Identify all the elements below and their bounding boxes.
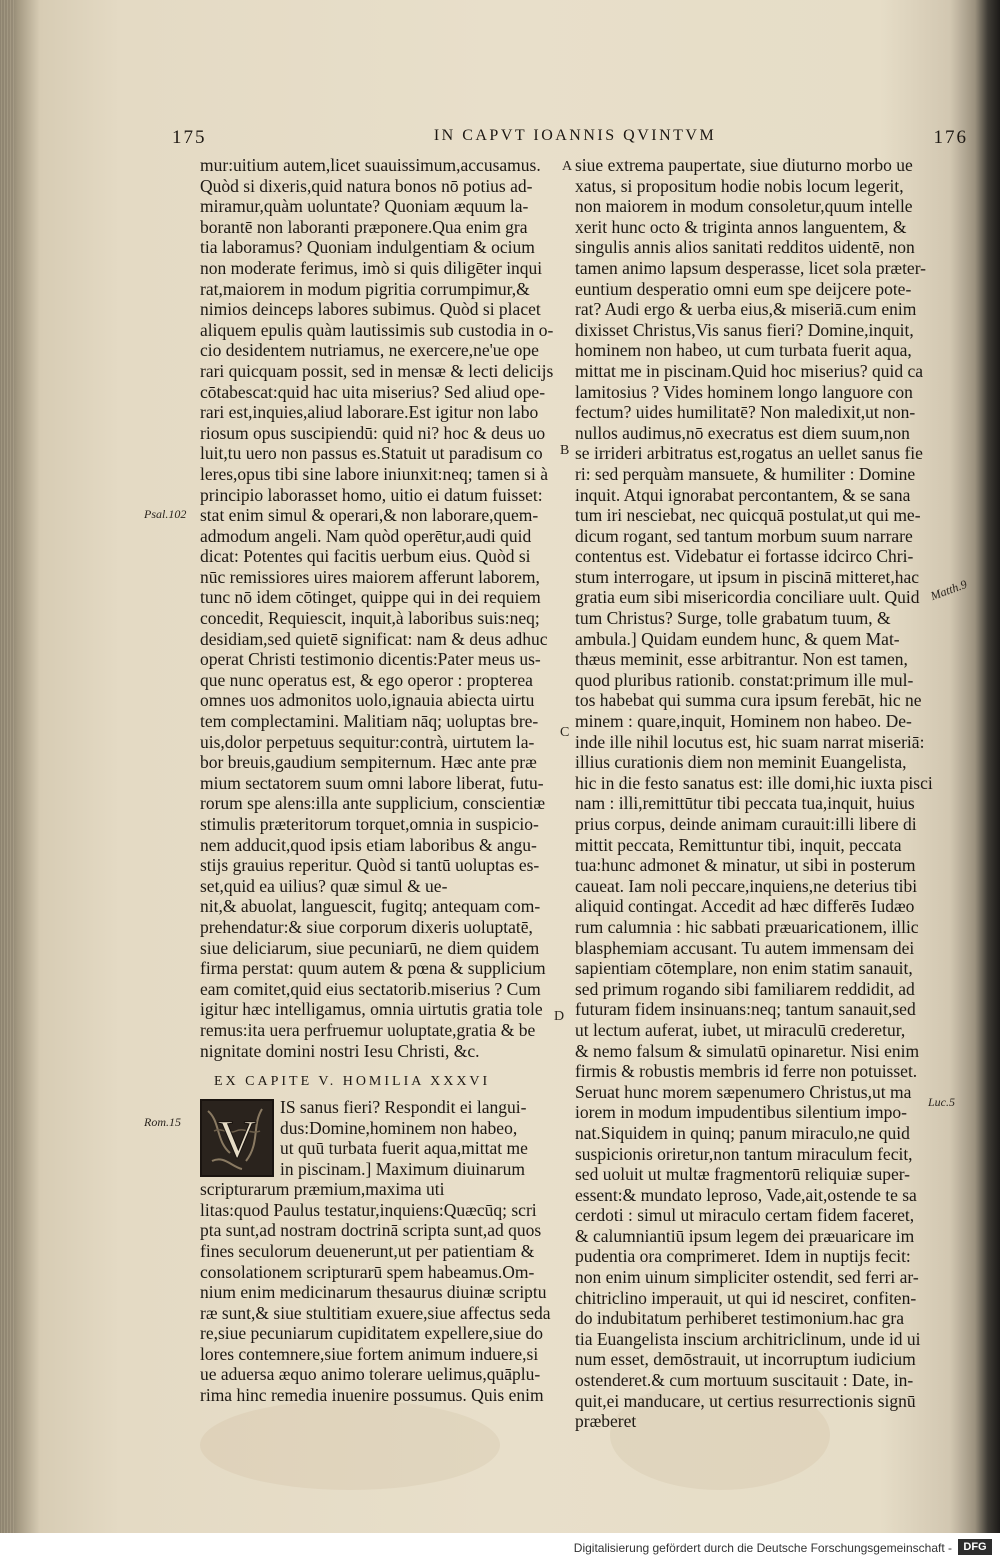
text-line: IS sanus fieri? Respondit ei langui- — [280, 1097, 527, 1118]
dfg-logo-icon: DFG — [958, 1539, 992, 1555]
text-line: consolationem scripturarū spem habeamus.Om- — [200, 1261, 535, 1282]
text-line: essent:& mundato leproso, Vade,ait,ostende te sa — [575, 1184, 917, 1205]
text-line: chitriclino imperauit, ut qui id nesciret, confiten- — [575, 1287, 917, 1308]
text-line: tamen animo lapsum desperasse, licet sola præter- — [575, 257, 926, 278]
text-line: que nunc operatus est, & ego operor : propterea — [200, 669, 533, 690]
text-line: prehendatur:& siue corporum dixeris uoluptatē, — [200, 916, 533, 937]
text-line: stat enim simul & operari,& non laborare,quem- — [200, 505, 539, 526]
folio-left: 175 — [172, 127, 207, 148]
text-line: tum Christus? Surge, tolle grabatum tuum, & — [575, 608, 891, 629]
text-line: ue aduersa æquo animo tolerare uelimus,quāplu- — [200, 1364, 541, 1385]
text-line: nignitate domini nostri Iesu Christi, &c. — [200, 1040, 480, 1061]
text-line: firmis & robustis membris id ferre non potuisset. — [575, 1061, 918, 1082]
text-line: euntium desperatio omni eum spe deijcere pote- — [575, 278, 912, 299]
text-line: rorum spe alens:illa ante supplicium, conscientiæ — [200, 793, 546, 814]
text-line: siue deliciarum, siue pecuniarū, ne diem quidem — [200, 937, 540, 958]
text-line: futuram fidem insinuans:neq; tantum sanauit,sed — [575, 999, 916, 1020]
text-line: set,quid ea uilius? quæ simul & ue- — [200, 875, 448, 896]
text-line: præberet — [575, 1411, 637, 1432]
text-line: stum interrogare, ut ipsum in piscinā mitteret,hac — [575, 566, 920, 587]
text-line: concedit, Requiescit, inquit,à laboribus suis:neq; — [200, 608, 540, 629]
section-letter-b: B — [560, 443, 570, 458]
text-line: nit,& abuolat, languescit, fugitq; antequam com- — [200, 896, 541, 917]
margin-note-psalm: Psal.102 — [144, 507, 187, 521]
text-line: tua:hunc admonet & minatur, ut sibi in posterum — [575, 855, 916, 876]
text-line: rari quicquam possit, sed in mensæ & lecti delicijs — [200, 360, 554, 381]
text-line: nam : illi,remittūtur tibi peccata tua,inquit, huius — [575, 793, 915, 814]
text-line: nūc remissiores uires maiorem afferunt laborem, — [200, 566, 540, 587]
text-line: tia laboramus? Quoniam indulgentiam & ocium — [200, 237, 535, 258]
text-line: inde ille nihil locutus est, hic suam narrat miseriā: — [575, 731, 925, 752]
text-line: inquit. Atqui ignorabat percontantem, & se sana — [575, 484, 911, 505]
text-line: iorem in modum impudentibus silentium impo- — [575, 1102, 907, 1123]
text-line: principio laborasset homo, uitio ei datum fuisset: — [200, 484, 543, 505]
text-line: rima hinc remedia inuenire possumus. Quis enim — [200, 1385, 544, 1406]
text-line: num esset, demōstrauit, ut incorruptum iudicium — [575, 1349, 916, 1370]
text-line: aliquem epulis quàm lautissimis sub custodia in o- — [200, 319, 554, 340]
text-line: riosum opus suscipiendū: quid ni? hoc & deus uo — [200, 422, 546, 443]
text-line: contentus est. Videbatur ei fortasse idcirco Chri- — [575, 546, 914, 567]
text-line: prius corpus, deinde animam curauit:illi libere di — [575, 814, 917, 834]
text-line: blasphemiam accusant. Tu autem immensam dei — [575, 937, 915, 958]
text-line: dus:Domine,hominem non habeo, — [280, 1117, 518, 1138]
text-line: igitur hæc intelligamus, omnia uirtutis gratia tole — [200, 999, 543, 1020]
text-line: thæus meminit, esse arbitrantur. Non est tamen, — [575, 649, 908, 670]
text-line: leres,opus tibi sine labore iniunxit:neq; tamen si à — [200, 463, 548, 484]
text-line: & calumniantiū ipsum legem dei præuaricare im — [575, 1225, 915, 1246]
decorated-initial — [200, 1099, 274, 1177]
text-line: illius curationis diem non meminit Euangelista, — [575, 752, 907, 773]
text-line: ri: sed perquàm mansuete, & humiliter : Domine — [575, 463, 916, 484]
text-line: cio desidentem nutriamus, ne exercere,ne'ue ope — [200, 340, 539, 361]
footer-bar — [0, 1533, 1000, 1563]
margin-note-romans: Rom.15 — [144, 1115, 181, 1129]
section-letter-c: C — [560, 725, 570, 740]
text-line: xatus, si propositum hodie nobis locum legerit, — [575, 175, 904, 196]
text-line: nem adducit,quod ipsis etiam laboribus & angu- — [200, 834, 537, 855]
initial-ornament-icon — [202, 1101, 272, 1175]
text-line: do indubitatum perhiberet testimonium.hac gra — [575, 1308, 905, 1329]
text-line: in piscinam.] Maximum diuinarum — [280, 1158, 525, 1179]
text-line: operat Christi testimonio dicentis:Pater meus us- — [200, 649, 541, 670]
text-line: singulis annis alios sanitati redditos uidentē, non — [575, 237, 915, 258]
text-line: mittat me in piscinam.Quid hoc miserius? quid ca — [575, 360, 923, 381]
left-text-block-2 — [200, 1179, 580, 1406]
text-line: quit,ei manducare, ut certius resurrectionis signū — [575, 1390, 916, 1411]
text-line: caueat. Iam noli peccare,inquiens,ne deterius tibi — [575, 875, 918, 896]
text-line: mur:uitium autem,licet suauissimum,accusamus. — [200, 155, 541, 175]
initial-paragraph — [200, 1097, 580, 1179]
text-line: Quòd si dixeris,quid natura bonos nō potius ad- — [200, 175, 533, 196]
text-line: ut lectum auferat, iubet, ut miraculū crederetur, — [575, 1019, 906, 1040]
text-line: mittit peccata, Remittuntur tibi, inquit, peccata — [575, 834, 902, 855]
text-line: ræ sunt,& siue stultitiam exuere,siue affectus seda — [200, 1302, 551, 1323]
text-line: sapientiam cōtemplare, non enim statim sanauit, — [575, 958, 913, 979]
text-line: rum calumnia : hic sabbati præuaricationem, illic — [575, 916, 919, 937]
text-line: xerit hunc octo & triginta annos languentem, & — [575, 216, 907, 237]
text-line: fectum? uides humilitatē? Non maledixit,ut non- — [575, 402, 916, 423]
text-line: borantē non laboranti præponere.Qua enim gra — [200, 216, 528, 237]
right-column — [575, 155, 955, 1432]
text-line: hominem non habeo, ut cum turbata fuerit aqua, — [575, 340, 912, 361]
text-line: luit,tu uero non passus es.Statuit ut paradisum co — [200, 443, 543, 464]
text-line: nimios deinceps labores subimus. Quòd si placet — [200, 299, 541, 320]
text-line: tunc nō idem cōtinget, quippe qui in dei requiem — [200, 587, 541, 608]
text-line: nat.Siquidem in quinq; panum miraculo,ne quid — [575, 1122, 910, 1143]
text-line: admodum angeli. Nam quòd operētur,audi quid — [200, 525, 532, 546]
text-line: lamitosius ? Vides hominem longo languore con — [575, 381, 913, 402]
text-line: se irrideri arbitratus est,rogatus an uellet sanus fie — [575, 443, 923, 464]
text-line: firma perstat: quum autem & pœna & supplicium — [200, 958, 546, 979]
text-line: omnes uos admonitos uolo,ignauia abiecta uirtu — [200, 690, 535, 711]
text-line: scripturarum præmium,maxima uti — [200, 1179, 445, 1200]
margin-note-luke: Luc.5 — [928, 1095, 955, 1109]
text-line: ut quū turbata fuerit aqua,mittat me — [280, 1138, 528, 1159]
text-line: stijs grauius reperitur. Quòd si tantū uoluptas es- — [200, 855, 540, 876]
text-line: litas:quod Paulus testatur,inquiens:Quæcūq; scri — [200, 1199, 537, 1220]
text-line: mium sectatorem suum omni labore liberat, futu- — [200, 772, 544, 793]
text-line: remus:ita uera perfruemur uoluptate,gratia & be — [200, 1019, 536, 1040]
section-letter-a: A — [562, 159, 573, 174]
text-line: gratia eum sibi misericordia conciliare uult. Quid — [575, 587, 920, 608]
folio-right: 176 — [933, 127, 968, 148]
initial-letter: V — [217, 1109, 257, 1170]
text-line: rat? Audi ergo & uerba eius,& miseriā.cum enim — [575, 299, 917, 320]
text-line: tem complectamini. Malitiam nāq; uoluptas bre- — [200, 711, 539, 732]
text-line: non enim uinum simpliciter ostendit, sed ferri ar- — [575, 1267, 919, 1288]
left-column — [200, 155, 580, 1406]
book-page-edges — [0, 0, 14, 1533]
text-line: tum iri nesciebat, nec quicquā postulat,ut qui me- — [575, 505, 921, 526]
text-line: ostenderet.& cum mortuum suscitauit : Date, in- — [575, 1370, 914, 1391]
text-line: rari est,inquies,aliud laborare.Est igitur non labo — [200, 402, 539, 423]
initial-text-lines — [280, 1097, 580, 1179]
text-line: dixisset Christus,Vis sanus fieri? Domine,inquit, — [575, 319, 914, 340]
text-line: dicum rogant, sed tantum morbum suum narrare — [575, 525, 913, 546]
text-line: nullos audimus,nō execratus est diem suum,non — [575, 422, 910, 443]
text-line: minem : quare,inquit, Hominem non habeo. De- — [575, 711, 912, 732]
text-line: Seruat hunc morem sæpenumero Christus,ut ma — [575, 1081, 912, 1102]
text-line: quod pluribus rationib. constat:primum ille mul- — [575, 669, 914, 690]
running-head — [130, 127, 968, 157]
text-line: suspicionis oriretur,non tantum miraculum fecit, — [575, 1143, 913, 1164]
text-line: stimulis præteritorum torquet,omnia in suspicio- — [200, 814, 539, 834]
text-line: non moderate ferimus, imò si quis diligēter inqui — [200, 257, 543, 278]
paper-stain — [200, 1400, 500, 1490]
text-line: tia Euangelista inscium architriclinum, unde id ui — [575, 1328, 921, 1349]
book-page — [130, 115, 969, 1432]
text-line: lores contemnere,siue fortem animum induere,si — [200, 1343, 539, 1364]
text-line: aliquid contingat. Accedit ad hæc differēs Iudæo — [575, 896, 915, 917]
text-line: sed uoluit ut multæ fragmentorū reliquiæ super- — [575, 1164, 911, 1185]
text-line: & nemo falsum & simulatū opinaretur. Nisi enim — [575, 1040, 920, 1061]
running-title: IN CAPVT IOANNIS QVINTVM — [433, 127, 717, 144]
left-text-block — [200, 155, 580, 1061]
text-line: pudentia ora comprimeret. Idem in nuptijs fecit: — [575, 1246, 911, 1267]
text-line: miramur,quàm uoluntate? Quoniam æquum la- — [200, 196, 529, 217]
text-line: tos habebat qui summa cura ipsum ferebāt, hic ne — [575, 690, 922, 711]
text-line: hic in die festo sanatus est: ille domi,hic iuxta pisci — [575, 772, 933, 793]
section-letter-d: D — [554, 1009, 565, 1024]
text-line: desidiam,sed quietē significat: nam & deus adhuc — [200, 628, 548, 649]
text-line: pta sunt,ad nostram doctrinā scripta sunt,ad quos — [200, 1220, 542, 1241]
text-line: sed primum rogando sibi familiarem reddidit, ad — [575, 978, 915, 999]
footer-credit: Digitalisierung gefördert durch die Deutsche Forschungsgemeinschaft - — [573, 1541, 952, 1555]
text-line: non maiorem in modum consoletur,quum intelle — [575, 196, 913, 217]
text-line: re,siue pecuniarum cupiditatem expellere,siue do — [200, 1323, 544, 1344]
text-line: dicat: Potentes qui facitis uerbum eius. Quòd si — [200, 546, 531, 567]
text-line: siue extrema paupertate, siue diuturno morbo ue — [575, 155, 913, 175]
text-line: fines seculorum deuenerunt,ut per patientiam & — [200, 1240, 535, 1261]
text-line: bor breuis,gaudium sempiternum. Hæc ante præ — [200, 752, 537, 773]
text-line: nium enim medicinarum thesaurus diuinæ scriptu — [200, 1282, 547, 1303]
homily-heading: EX CAPITE V. HOMILIA XXXVI — [214, 1074, 491, 1090]
text-line: cerdoti : simul ut miraculo certam fidem faceret, — [575, 1205, 915, 1226]
margin-note-matthew: Matth.9 — [928, 577, 969, 604]
text-line: uis,dolor perpetuus sequitur:contrà, uirtutem la- — [200, 731, 535, 752]
text-line: rat,maiorem in modum pigritia corrumpimur,& — [200, 278, 530, 299]
text-line: ambula.] Quidam eundem hunc, & quem Mat- — [575, 628, 900, 649]
text-line: cōtabescat:quid hac uita miserius? Sed aliud ope- — [200, 381, 546, 402]
text-line: eam comitet,quid eius sectatorib.miserius ? Cum — [200, 978, 541, 999]
